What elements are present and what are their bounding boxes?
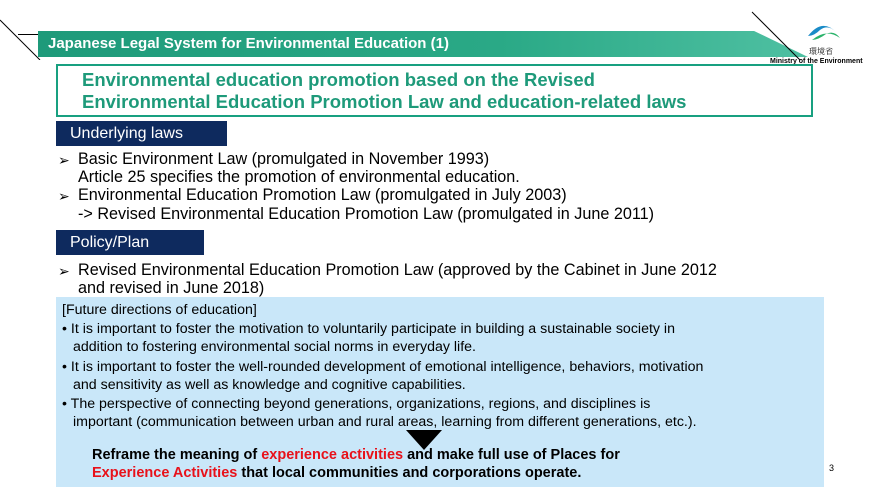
future-bullet-1-line-1: • It is important to foster the motivation to voluntarily participate in building a sustainable society in: [62, 321, 675, 337]
conclusion-text: and make full use of Places for: [403, 447, 620, 463]
logo-japanese-text: 環境省: [809, 47, 833, 56]
conclusion-highlight: experience activities: [261, 447, 404, 463]
bullet-arrow-icon: ➢: [58, 152, 70, 168]
future-bullet-2-line-2: and sensitivity as well as knowledge and cognitive capabilities.: [73, 377, 466, 393]
future-bullet-3-line-2: important (communication between urban and rural areas, learning from different generations, etc.).: [73, 414, 697, 430]
future-bullet-2-line-1: • It is important to foster the well-rounded development of emotional intelligence, behaviors, motivation: [62, 359, 704, 375]
conclusion-line-2: [92, 465, 581, 481]
law-item-1-line-2: Article 25 specifies the promotion of environmental education.: [78, 168, 520, 186]
policy-item-1-line-2: and revised in June 2018): [78, 279, 265, 297]
law-item-2-line-1: Environmental Education Promotion Law (promulgated in July 2003): [78, 186, 567, 204]
logo-english-text: Ministry of the Environment: [770, 58, 863, 65]
future-bullet-3-line-1: • The perspective of connecting beyond generations, organizations, regions, and disciplines is: [62, 396, 651, 412]
section-label-underlying-laws: Underlying laws: [56, 121, 227, 146]
conclusion-text: that local communities and corporations operate.: [237, 465, 582, 481]
future-heading: [Future directions of education]: [62, 302, 257, 318]
page-number: 3: [829, 463, 835, 473]
conclusion-line-1: [92, 447, 620, 463]
conclusion-text: Reframe the meaning of: [92, 447, 262, 463]
policy-item-1-line-1: Revised Environmental Education Promotion Law (approved by the Cabinet in June 2012: [78, 261, 717, 279]
bullet-arrow-icon: ➢: [58, 263, 70, 279]
law-item-1-line-1: Basic Environment Law (promulgated in November 1993): [78, 150, 490, 168]
header-title: Japanese Legal System for Environmental Education (1): [48, 35, 449, 52]
bullet-arrow-icon: ➢: [58, 188, 70, 204]
law-item-2-line-2: -> Revised Environmental Education Promotion Law (promulgated in June 2011): [78, 205, 655, 223]
main-title: [82, 69, 686, 113]
future-bullet-1-line-2: addition to fostering environmental social norms in everyday life.: [73, 339, 476, 355]
main-title-line-1: Environmental education promotion based on the Revised: [82, 69, 595, 90]
main-title-line-2: Environmental Education Promotion Law and education-related laws: [82, 91, 687, 112]
section-label-policy-plan: Policy/Plan: [56, 230, 204, 255]
conclusion-highlight: Experience Activities: [92, 465, 238, 481]
